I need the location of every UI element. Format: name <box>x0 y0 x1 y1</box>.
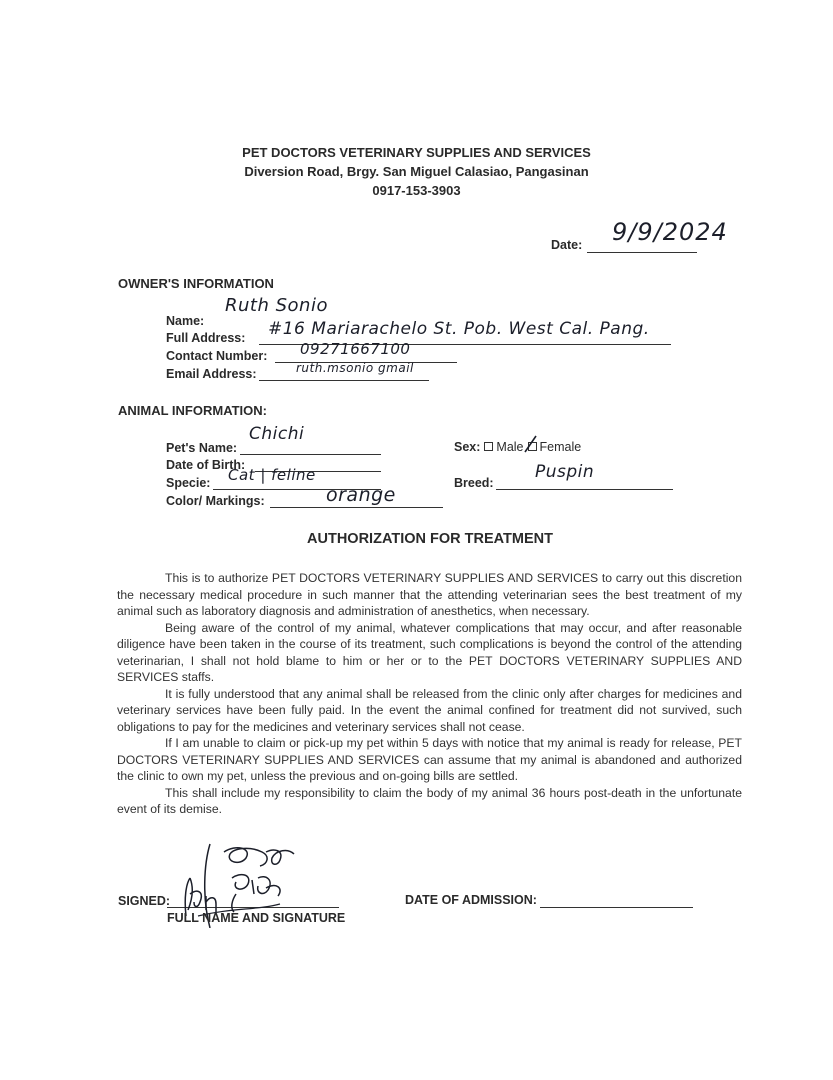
breed-line <box>496 489 673 490</box>
checkmark-icon <box>523 434 539 454</box>
owner-address-label: Full Address: <box>166 331 246 345</box>
pet-name-value[interactable]: Chichi <box>249 424 305 444</box>
authorization-paragraph: This shall include my responsibility to claim the body of my animal 36 hours post-death in the unfortunate event of its demise. <box>117 785 742 816</box>
admission-date-line[interactable] <box>540 907 693 908</box>
business-name: PET DOCTORS VETERINARY SUPPLIES AND SERVICES <box>242 145 591 160</box>
owner-name-label: Name: <box>166 314 205 328</box>
owner-email-line <box>259 380 429 381</box>
authorization-paragraph: Being aware of the control of my animal, whatever complications that may occur, and after reasonable diligence have been taken in the course of its treatment, such complications is beyond the control of the attending veterinarian, I shall not hold blame to him or her or to the PET DOCTORS VETERINARY SUPPLIES AND SERVICES staffs. <box>117 620 742 684</box>
specie-value[interactable]: Cat | feline <box>228 466 316 484</box>
male-option-label: Male <box>496 440 524 454</box>
business-address: Diversion Road, Brgy. San Miguel Calasiao, Pangasinan <box>244 164 589 179</box>
pet-name-line <box>240 454 381 455</box>
authorization-title: AUTHORIZATION FOR TREATMENT <box>307 531 553 547</box>
date-value[interactable]: 9/9/2024 <box>612 218 728 246</box>
breed-label: Breed: <box>454 476 494 490</box>
animal-section-title: ANIMAL INFORMATION: <box>118 403 267 418</box>
sex-label: Sex: <box>454 440 481 454</box>
authorization-paragraph: It is fully understood that any animal shall be released from the clinic only after charges for medicines and veterinary services have been fully paid. In the event the animal confined for treatment did not survived, such obligations to pay for the medicines and veterinary services shall not cease. <box>117 686 742 734</box>
owner-contact-value[interactable]: 09271667100 <box>300 340 411 358</box>
signature-caption: FULL NAME AND SIGNATURE <box>167 911 346 925</box>
color-label: Color/ Markings: <box>166 494 265 508</box>
specie-label: Specie: <box>166 476 211 490</box>
authorization-paragraph: If I am unable to claim or pick-up my pet within 5 days with notice that my animal is ready for release, PET DOCTORS VETERINARY SUPPLIES AND SERVICES can assume that my animal is abandoned and authorized the clinic to own my pet, unless the previous and on-going bills are settled. <box>117 736 742 783</box>
authorization-paragraph: This is to authorize PET DOCTORS VETERINARY SUPPLIES AND SERVICES to carry out this discretion the necessary medical procedure in such manner that the attending veterinarian sees the best treatment of my animal such as laboratory diagnosis and administration of anesthetics, when necessary. <box>117 571 742 618</box>
owner-email-value[interactable]: ruth.msonio gmail <box>296 361 414 375</box>
signed-label: SIGNED: <box>118 894 171 908</box>
dob-label: Date of Birth: <box>166 458 246 472</box>
owner-address-value[interactable]: #16 Mariarachelo St. Pob. West Cal. Pang. <box>268 319 650 339</box>
business-phone: 0917-153-3903 <box>372 183 461 198</box>
owner-name-value[interactable]: Ruth Sonio <box>225 295 328 316</box>
female-checkbox[interactable] <box>528 442 537 451</box>
color-value[interactable]: orange <box>326 484 396 506</box>
date-label: Date: <box>551 238 583 252</box>
breed-value[interactable]: Puspin <box>535 462 595 482</box>
male-checkbox[interactable] <box>484 442 493 451</box>
owner-section-title: OWNER'S INFORMATION <box>118 276 274 291</box>
admission-date-label: DATE OF ADMISSION: <box>405 893 537 907</box>
authorization-body <box>117 570 742 818</box>
date-line <box>587 252 697 253</box>
color-line <box>270 507 443 508</box>
pet-name-label: Pet's Name: <box>166 441 238 455</box>
sex-field <box>454 440 581 454</box>
female-option-label: Female <box>539 440 582 454</box>
owner-contact-label: Contact Number: <box>166 349 268 363</box>
owner-email-label: Email Address: <box>166 367 257 381</box>
